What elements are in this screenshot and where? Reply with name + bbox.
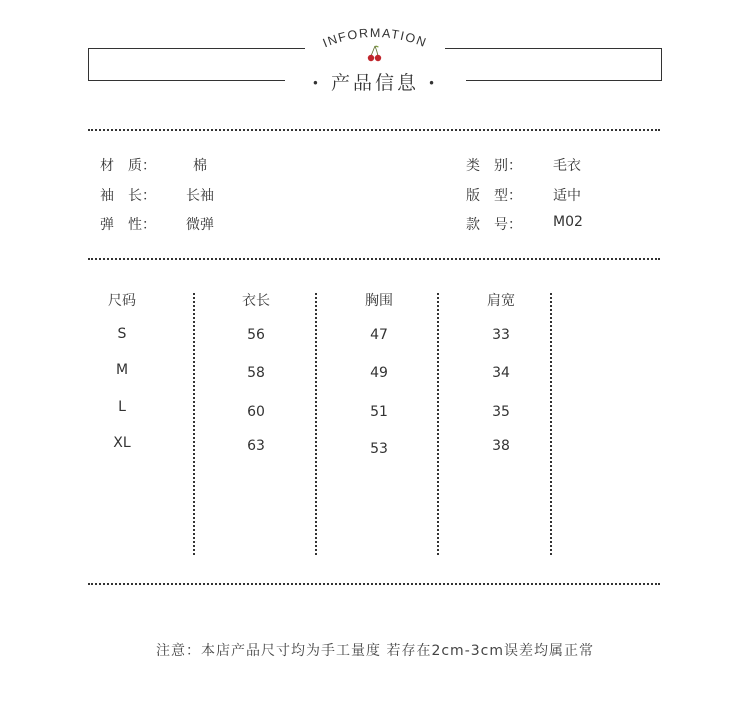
title-dot-left: • — [311, 76, 322, 91]
attr-label-elasticity: 弹 性： — [100, 217, 156, 233]
attr-value-material: 棉 — [193, 158, 207, 174]
title-text: 产品信息 — [330, 72, 419, 94]
table-cell: M — [115, 362, 129, 378]
attr-value-elasticity: 微弹 — [186, 217, 214, 233]
title-dot-right: • — [428, 76, 439, 91]
table-cell: XL — [113, 435, 131, 451]
svg-text:INFORMATION: INFORMATION — [320, 25, 430, 51]
table-cell: L — [118, 399, 126, 415]
table-cell: 33 — [492, 327, 510, 343]
attr-label-sleeve: 袖 长： — [100, 188, 156, 204]
separator-middle — [88, 258, 660, 260]
size-header-chest: 胸围 — [365, 293, 393, 309]
frame-top-right — [445, 48, 662, 49]
attr-value-category: 毛衣 — [553, 158, 581, 174]
attr-label-style-no: 款 号： — [466, 217, 522, 233]
table-cell: 35 — [492, 404, 510, 420]
table-cell: 58 — [247, 365, 265, 381]
attr-value-fit: 适中 — [553, 188, 581, 204]
attr-label-category: 类 别： — [466, 158, 522, 174]
column-divider-2 — [315, 293, 317, 555]
table-cell: 34 — [492, 365, 510, 381]
table-cell: 51 — [370, 404, 388, 420]
attr-value-sleeve: 长袖 — [186, 188, 214, 204]
table-cell: 38 — [492, 438, 510, 454]
attr-label-fit: 版 型： — [466, 188, 522, 204]
table-cell: 60 — [247, 404, 265, 420]
size-header-length: 衣长 — [242, 293, 270, 309]
column-divider-1 — [193, 293, 195, 555]
column-divider-4 — [550, 293, 552, 555]
frame-top-left — [88, 48, 305, 49]
cherry-icon — [366, 44, 384, 64]
attr-value-style-no: M02 — [553, 214, 583, 230]
table-cell: 47 — [370, 327, 388, 343]
measurement-note: 注意：本店产品尺寸均为手工量度 若存在2cm-3cm误差均属正常 — [156, 643, 594, 659]
table-cell: 63 — [247, 438, 265, 454]
table-cell: 49 — [370, 365, 388, 381]
column-divider-3 — [437, 293, 439, 555]
size-header-size: 尺码 — [108, 293, 136, 309]
table-cell: 56 — [247, 327, 265, 343]
table-cell: 53 — [370, 441, 388, 457]
page-title — [0, 68, 750, 95]
table-cell: S — [117, 326, 127, 342]
attr-label-material: 材 质： — [100, 158, 156, 174]
separator-bottom — [88, 583, 660, 585]
separator-top — [88, 129, 660, 131]
size-header-shoulder: 肩宽 — [487, 293, 515, 309]
